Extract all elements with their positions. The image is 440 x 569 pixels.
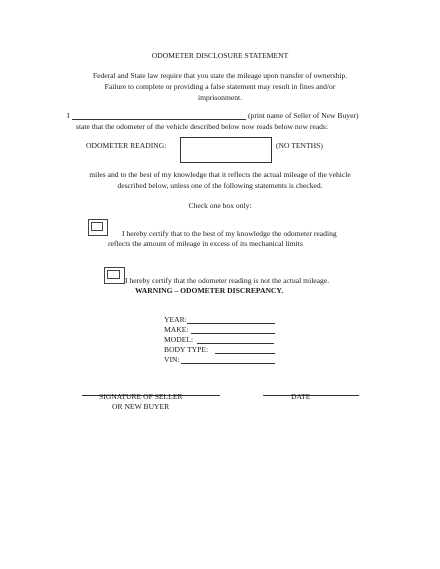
signature-label-2: OR NEW BUYER — [112, 402, 170, 411]
intro-line-1: Federal and State law require that you state the mileage upon transfer of ownership. — [92, 71, 348, 80]
vin-label: VIN: — [164, 355, 180, 364]
date-label: DATE — [291, 392, 311, 401]
no-tenths-label: (NO TENTHS) — [276, 141, 323, 150]
odometer-reading-box[interactable] — [180, 137, 272, 163]
model-label: MODEL: — [164, 335, 194, 344]
option-2-checkbox[interactable] — [104, 267, 125, 284]
intro-line-3: imprisonment. — [197, 93, 243, 102]
body-type-field-line[interactable] — [215, 353, 275, 354]
signature-label-1: SIGNATURE OF SELLER — [99, 392, 183, 401]
warning-text: WARNING – ODOMETER DISCREPANCY. — [135, 286, 284, 295]
vin-field-line[interactable] — [181, 363, 275, 364]
seller-statement: state that the odometer of the vehicle described below now reads below now reads: — [76, 122, 328, 131]
date-line[interactable] — [263, 395, 359, 396]
document-title: ODOMETER DISCLOSURE STATEMENT — [151, 51, 289, 60]
knowledge-line-1: miles and to the best of my knowledge that it reflects the actual mileage of the vehicle — [89, 170, 351, 179]
body-type-label: BODY TYPE: — [164, 345, 209, 354]
option-1-checkbox-inner — [91, 222, 103, 231]
intro-line-2: Failure to complete or providing a false statement may result in fines and/or — [104, 82, 336, 91]
seller-prefix: I — [67, 111, 70, 120]
make-label: MAKE: — [164, 325, 189, 334]
check-one-label: Check one box only: — [188, 201, 252, 210]
odometer-label: ODOMETER READING: — [86, 141, 167, 150]
year-label: YEAR: — [164, 315, 187, 324]
seller-name-line[interactable] — [72, 119, 246, 120]
knowledge-line-2: described below, unless one of the following statements is checked. — [117, 181, 323, 190]
year-field-line[interactable] — [187, 323, 275, 324]
model-field-line[interactable] — [197, 343, 274, 344]
option-1-checkbox[interactable] — [88, 219, 108, 236]
option-1-line-1: I hereby certify that to the best of my knowledge the odometer reading — [122, 229, 337, 238]
seller-name-caption: (print name of Seller of New Buyer) — [248, 111, 359, 120]
option-2-checkbox-inner — [107, 270, 120, 279]
option-2-line-1: I hereby certify that the odometer reading is not the actual mileage. — [125, 276, 330, 285]
make-field-line[interactable] — [191, 333, 275, 334]
option-1-line-2: reflects the amount of mileage in excess of its mechanical limits — [108, 239, 303, 248]
